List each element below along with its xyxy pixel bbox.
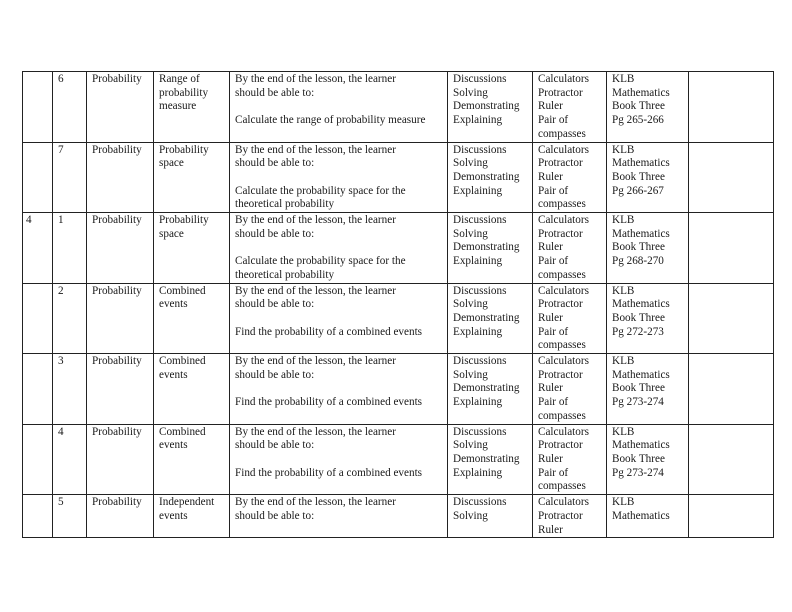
subtopic-line: Independent (159, 496, 215, 509)
lesson-number: 2 (58, 284, 64, 297)
scheme-of-work-table (22, 71, 774, 538)
reference-line: Mathematics (612, 227, 670, 240)
resources-cell (533, 424, 607, 495)
activity-item: Demonstrating (453, 311, 520, 324)
resources-cell (533, 495, 607, 538)
resources-cell (533, 213, 607, 284)
remarks-cell (689, 354, 774, 425)
references-cell (607, 495, 689, 538)
activity-item: Demonstrating (453, 452, 520, 465)
reference-line: KLB (612, 425, 635, 438)
activity-item: Demonstrating (453, 170, 520, 183)
subtopic-line: Combined (159, 425, 206, 438)
topic-cell (87, 354, 154, 425)
reference-line: Mathematics (612, 86, 670, 99)
week-cell (23, 283, 53, 354)
activity-item: Solving (453, 368, 488, 381)
reference-line: Book Three (612, 100, 665, 113)
activity-item: Solving (453, 157, 488, 170)
subtopic-line: Combined (159, 284, 206, 297)
remarks-cell (689, 424, 774, 495)
table-row (23, 142, 774, 213)
week-cell (23, 354, 53, 425)
objectives-intro-line: should be able to: (235, 439, 315, 452)
topic-cell (87, 72, 154, 143)
references-cell (607, 354, 689, 425)
subtopic-line: probability (159, 86, 209, 99)
reference-line: KLB (612, 496, 635, 509)
resource-item: Calculators (538, 73, 589, 85)
objectives-intro-line: should be able to: (235, 298, 315, 311)
topic-cell (87, 495, 154, 538)
week-cell (23, 495, 53, 538)
lesson-cell (53, 72, 87, 143)
week-cell (23, 213, 53, 284)
resource-item: Calculators (538, 214, 589, 227)
subtopic-line: events (159, 439, 188, 452)
subtopic-cell (154, 495, 230, 538)
lesson-number: 5 (58, 496, 64, 509)
objectives-cell (230, 142, 448, 213)
topic-cell (87, 424, 154, 495)
objectives-goal-line: Find the probability of a combined events (235, 466, 423, 479)
objectives-goal-line: Find the probability of a combined events (235, 396, 423, 409)
reference-line: Mathematics (612, 368, 670, 381)
resource-item: Calculators (538, 284, 589, 297)
reference-line: Mathematics (612, 157, 670, 170)
activity-item: Explaining (453, 466, 503, 479)
activity-item: Explaining (453, 114, 503, 127)
objectives-intro-line: By the end of the lesson, the learner (235, 214, 396, 227)
lesson-number: 6 (58, 73, 64, 85)
activity-item: Solving (453, 227, 488, 240)
resource-item: Ruler (538, 311, 563, 324)
subtopic-cell (154, 354, 230, 425)
resources-cell (533, 354, 607, 425)
objectives-cell (230, 283, 448, 354)
topic-cell (87, 283, 154, 354)
remarks-cell (689, 283, 774, 354)
references-cell (607, 424, 689, 495)
table-row (23, 495, 774, 538)
resource-item: compasses (538, 198, 586, 211)
resource-item: Protractor (538, 298, 583, 311)
objectives-intro-line: By the end of the lesson, the learner (235, 355, 396, 368)
topic-text: Probability (92, 284, 142, 297)
topic-cell (87, 213, 154, 284)
activities-cell (448, 424, 533, 495)
activity-item: Discussions (453, 496, 507, 509)
resource-item: Protractor (538, 368, 583, 381)
references-cell (607, 283, 689, 354)
subtopic-cell (154, 424, 230, 495)
reference-line: Pg 272-273 (612, 325, 664, 338)
resource-item: Calculators (538, 496, 589, 509)
reference-line: KLB (612, 73, 635, 85)
resources-cell (533, 283, 607, 354)
objectives-intro-line: By the end of the lesson, the learner (235, 143, 396, 156)
objectives-intro-line: By the end of the lesson, the learner (235, 496, 396, 509)
objectives-cell (230, 72, 448, 143)
spacer (235, 453, 443, 467)
reference-line: Pg 273-274 (612, 396, 664, 409)
lesson-cell (53, 213, 87, 284)
reference-line: Mathematics (612, 439, 670, 452)
activity-item: Solving (453, 298, 488, 311)
subtopic-line: Probability (159, 214, 209, 227)
lesson-cell (53, 283, 87, 354)
objectives-intro-line: should be able to: (235, 509, 315, 522)
objectives-cell (230, 213, 448, 284)
resource-item: compasses (538, 268, 586, 281)
activities-cell (448, 495, 533, 538)
reference-line: KLB (612, 355, 635, 368)
activity-item: Solving (453, 439, 488, 452)
resource-item: Protractor (538, 509, 583, 522)
table-row (23, 354, 774, 425)
topic-text: Probability (92, 496, 142, 509)
subtopic-cell (154, 213, 230, 284)
reference-line: KLB (612, 143, 635, 156)
reference-line: Book Three (612, 311, 665, 324)
activity-item: Explaining (453, 184, 503, 197)
reference-line: KLB (612, 214, 635, 227)
reference-line: Book Three (612, 241, 665, 254)
table-row (23, 424, 774, 495)
resource-item: Protractor (538, 157, 583, 170)
activity-item: Solving (453, 86, 488, 99)
objectives-goal-line: Calculate the probability space for the (235, 255, 406, 268)
activities-cell (448, 354, 533, 425)
activity-item: Discussions (453, 73, 507, 85)
spacer (235, 100, 443, 114)
objectives-intro-line: should be able to: (235, 86, 315, 99)
subtopic-line: measure (159, 100, 197, 113)
objectives-intro-line: should be able to: (235, 368, 315, 381)
resource-item: compasses (538, 127, 586, 140)
topic-text: Probability (92, 73, 142, 85)
activity-item: Explaining (453, 396, 503, 409)
resource-item: compasses (538, 480, 586, 493)
objectives-cell (230, 495, 448, 538)
objectives-goal-line: theoretical probability (235, 198, 335, 211)
activity-item: Discussions (453, 355, 507, 368)
topic-text: Probability (92, 214, 142, 227)
resource-item: Ruler (538, 170, 563, 183)
lesson-cell (53, 142, 87, 213)
resource-item: Pair of (538, 255, 569, 268)
objectives-goal-line: Find the probability of a combined events (235, 325, 423, 338)
activity-item: Solving (453, 509, 488, 522)
activity-item: Demonstrating (453, 241, 520, 254)
activities-cell (448, 142, 533, 213)
resource-item: compasses (538, 339, 586, 352)
activity-item: Discussions (453, 425, 507, 438)
objectives-intro-line: should be able to: (235, 227, 315, 240)
table-row (23, 283, 774, 354)
resource-item: Ruler (538, 452, 563, 465)
activity-item: Discussions (453, 214, 507, 227)
lesson-cell (53, 495, 87, 538)
subtopic-cell (154, 72, 230, 143)
resource-item: Protractor (538, 86, 583, 99)
subtopic-cell (154, 142, 230, 213)
remarks-cell (689, 142, 774, 213)
subtopic-line: space (159, 227, 184, 240)
activity-item: Demonstrating (453, 100, 520, 113)
subtopic-cell (154, 283, 230, 354)
resource-item: Calculators (538, 355, 589, 368)
objectives-cell (230, 354, 448, 425)
resource-item: Ruler (538, 100, 563, 113)
topic-text: Probability (92, 143, 142, 156)
activity-item: Discussions (453, 143, 507, 156)
reference-line: KLB (612, 284, 635, 297)
subtopic-line: space (159, 157, 184, 170)
topic-text: Probability (92, 355, 142, 368)
objectives-intro-line: should be able to: (235, 157, 315, 170)
remarks-cell (689, 213, 774, 284)
subtopic-line: Combined (159, 355, 206, 368)
resources-cell (533, 142, 607, 213)
resource-item: compasses (538, 409, 586, 422)
resource-item: Pair of (538, 114, 569, 127)
spacer (235, 241, 443, 255)
activity-item: Discussions (453, 284, 507, 297)
activities-cell (448, 213, 533, 284)
subtopic-line: events (159, 509, 188, 522)
remarks-cell (689, 495, 774, 538)
scheme-table-body (23, 72, 774, 538)
objectives-goal-line: Calculate the probability space for the (235, 184, 406, 197)
resource-item: Ruler (538, 382, 563, 395)
references-cell (607, 142, 689, 213)
spacer (235, 312, 443, 326)
reference-line: Pg 273-274 (612, 466, 664, 479)
objectives-intro-line: By the end of the lesson, the learner (235, 284, 396, 297)
week-cell (23, 142, 53, 213)
resource-item: Pair of (538, 396, 569, 409)
week-number: 4 (26, 214, 32, 227)
subtopic-line: events (159, 298, 188, 311)
reference-line: Book Three (612, 170, 665, 183)
topic-cell (87, 142, 154, 213)
week-cell (23, 72, 53, 143)
spacer (235, 171, 443, 185)
resource-item: Ruler (538, 523, 563, 536)
references-cell (607, 72, 689, 143)
reference-line: Book Three (612, 382, 665, 395)
subtopic-line: Range of (159, 73, 200, 85)
resource-item: Ruler (538, 241, 563, 254)
lesson-number: 7 (58, 143, 64, 156)
reference-line: Book Three (612, 452, 665, 465)
table-row (23, 213, 774, 284)
reference-line: Pg 265-266 (612, 114, 664, 127)
resource-item: Calculators (538, 425, 589, 438)
resource-item: Calculators (538, 143, 589, 156)
lesson-cell (53, 354, 87, 425)
reference-line: Mathematics (612, 509, 670, 522)
week-cell (23, 424, 53, 495)
objectives-goal-line: Calculate the range of probability measure (235, 114, 426, 127)
table-row (23, 72, 774, 143)
reference-line: Pg 268-270 (612, 255, 664, 268)
objectives-intro-line: By the end of the lesson, the learner (235, 73, 396, 85)
activity-item: Explaining (453, 255, 503, 268)
lesson-number: 3 (58, 355, 64, 368)
objectives-cell (230, 424, 448, 495)
spacer (235, 382, 443, 396)
resource-item: Pair of (538, 325, 569, 338)
resource-item: Protractor (538, 439, 583, 452)
remarks-cell (689, 72, 774, 143)
resource-item: Pair of (538, 466, 569, 479)
lesson-number: 1 (58, 214, 64, 227)
lesson-number: 4 (58, 425, 64, 438)
objectives-intro-line: By the end of the lesson, the learner (235, 425, 396, 438)
objectives-goal-line: theoretical probability (235, 268, 335, 281)
activities-cell (448, 72, 533, 143)
resource-item: Protractor (538, 227, 583, 240)
activities-cell (448, 283, 533, 354)
activity-item: Explaining (453, 325, 503, 338)
references-cell (607, 213, 689, 284)
topic-text: Probability (92, 425, 142, 438)
subtopic-line: events (159, 368, 188, 381)
reference-line: Mathematics (612, 298, 670, 311)
resources-cell (533, 72, 607, 143)
resource-item: Pair of (538, 184, 569, 197)
lesson-cell (53, 424, 87, 495)
subtopic-line: Probability (159, 143, 209, 156)
activity-item: Demonstrating (453, 382, 520, 395)
reference-line: Pg 266-267 (612, 184, 664, 197)
